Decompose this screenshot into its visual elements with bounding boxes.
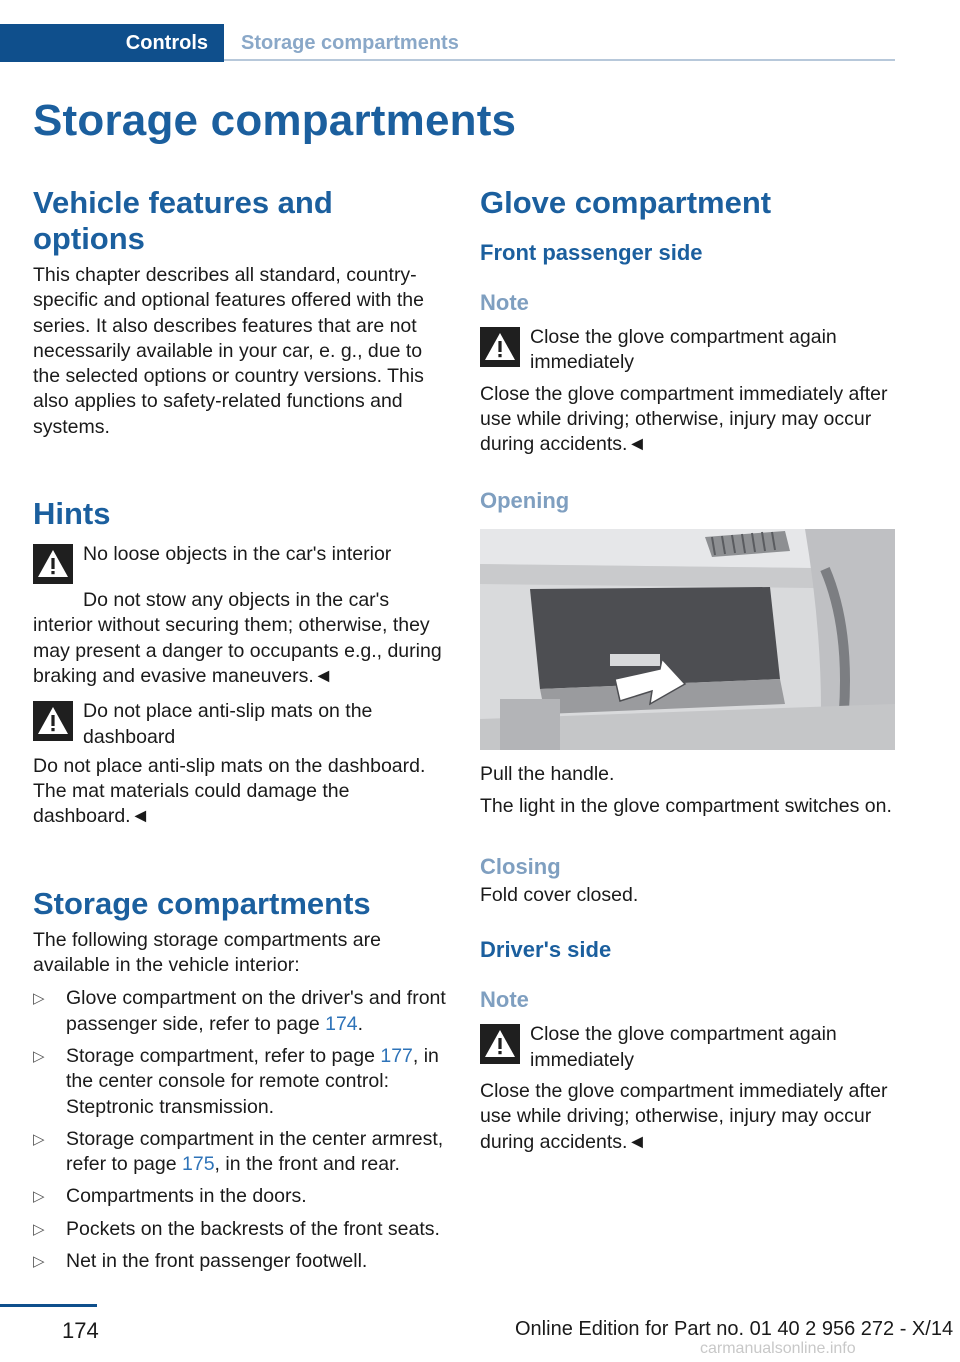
warning-text: Do not stow any objects in the car's interior without securing them; otherwise, they may present a danger to occupants e.g., during braking and evasive maneuvers.◄ — [33, 589, 442, 687]
left-column — [33, 185, 448, 1281]
subsection-label: Storage compartments — [241, 32, 459, 54]
right-column — [480, 185, 895, 1155]
warning-block — [33, 699, 448, 750]
warning-triangle-icon — [33, 544, 73, 584]
page-number: 174 — [62, 1318, 99, 1343]
warning-title: Do not place anti-slip mats on the dashboard — [83, 700, 373, 748]
drivers-side-heading: Driver's side — [480, 937, 612, 963]
arrow-right-bullet-icon: ▷ — [33, 1047, 45, 1065]
list-item: ▷ Glove compartment on the driver's and front passenger side, refer to page 174. — [33, 987, 446, 1035]
list-item: ▷ Net in the front passenger footwell. — [33, 1249, 448, 1274]
warning-block — [480, 1022, 895, 1073]
glove-compartment-heading: Glove compartment — [480, 185, 772, 220]
page-link[interactable]: 175 — [182, 1153, 215, 1176]
edition-note: Online Edition for Part no. 01 40 2 956 272 - X/14 — [515, 1318, 954, 1340]
warning-block — [33, 542, 448, 582]
storage-heading: Storage compartments — [33, 885, 371, 921]
header-divider — [224, 59, 895, 61]
section-tab[interactable] — [0, 24, 224, 62]
warning-title: No loose objects in the car's interior — [83, 543, 392, 566]
front-passenger-heading: Front passenger side — [480, 240, 703, 265]
closing-text: Fold cover closed. — [480, 884, 639, 907]
hints-heading: Hints — [33, 496, 111, 532]
opening-step-1: Pull the handle. — [480, 763, 615, 786]
warning-triangle-icon — [33, 701, 73, 741]
note-heading: Note — [480, 290, 529, 315]
page-link[interactable]: 174 — [325, 1012, 358, 1035]
arrow-right-bullet-icon: ▷ — [33, 1220, 45, 1238]
glove-compartment-illustration — [480, 529, 895, 750]
opening-step-2: The light in the glove compartment switches on. — [480, 794, 892, 817]
note-heading: Note — [480, 987, 529, 1013]
page-link[interactable]: 177 — [380, 1044, 413, 1067]
page-title: Storage compartments — [33, 96, 517, 145]
warning-text: Do not place anti-slip mats on the dashboard. The mat materials could damage the dashboard.◄ — [33, 754, 426, 828]
warning-triangle-icon — [480, 327, 520, 367]
opening-heading: Opening — [480, 488, 570, 514]
footer-divider — [0, 1304, 97, 1307]
watermark: carmanualsonline.info — [700, 1340, 856, 1357]
warning-triangle-icon — [480, 1024, 520, 1064]
warning-block — [480, 325, 895, 376]
list-item: ▷ Compartments in the doors. — [33, 1184, 448, 1209]
warning-title: Close the glove compartment again immediately — [530, 326, 837, 374]
vehicle-features-heading: Vehicle features and options — [33, 185, 333, 256]
arrow-right-bullet-icon: ▷ — [33, 1130, 45, 1148]
section-label: Controls — [125, 32, 208, 54]
page-header — [0, 24, 895, 62]
storage-intro: The following storage compartments are available in the vehicle interior: — [33, 928, 381, 977]
list-item: ▷ Pockets on the backrests of the front seats. — [33, 1217, 448, 1242]
warning-text: Close the glove compartment immediately after use while driving; otherwise, injury may occur during accidents.◄ — [480, 1079, 888, 1153]
arrow-right-bullet-icon: ▷ — [33, 990, 45, 1008]
storage-list — [33, 986, 448, 1274]
warning-title: Close the glove compartment again immediately — [530, 1023, 837, 1071]
vehicle-features-text: This chapter describes all standard, country-specific and optional features offered with the series. It also describes features that are not necessarily available in your car, e. g., due to the selected options or country versions. This also applies to safety-related functions and systems. — [33, 264, 424, 438]
arrow-right-bullet-icon: ▷ — [33, 1188, 45, 1206]
closing-heading: Closing — [480, 854, 561, 880]
warning-text: Close the glove compartment immediately after use while driving; otherwise, injury may occur during accidents.◄ — [480, 382, 888, 456]
arrow-right-bullet-icon: ▷ — [33, 1253, 45, 1271]
list-item: ▷ Storage compartment in the center armrest, refer to page 175, in the front and rear. — [33, 1127, 444, 1176]
list-item: ▷ Storage compartment, refer to page 177, in the center console for remote control: Steptronic transmission. — [33, 1044, 439, 1118]
